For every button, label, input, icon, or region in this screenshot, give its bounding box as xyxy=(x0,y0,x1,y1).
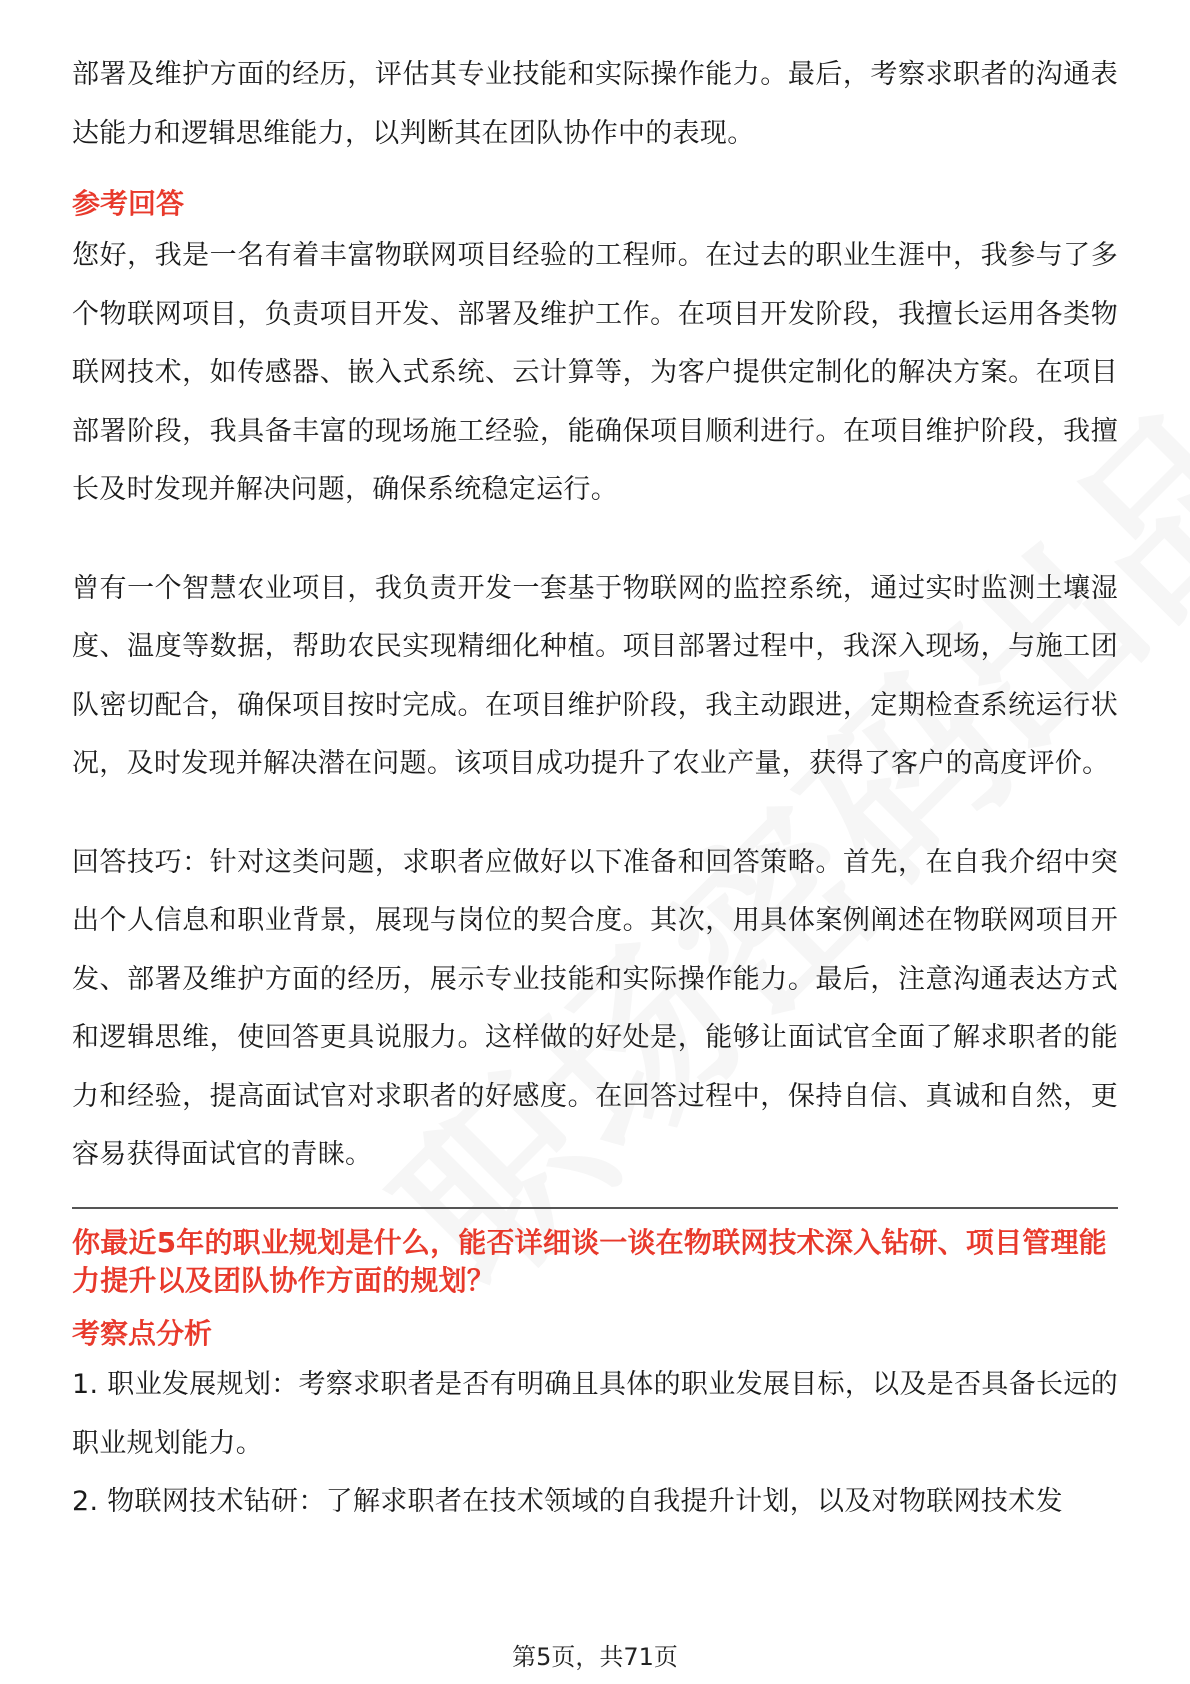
analysis-point-1: 1. 职业发展规划：考察求职者是否有明确且具体的职业发展目标，以及是否具备长远的职业规划能力。 xyxy=(72,1369,1118,1459)
section-divider xyxy=(72,1207,1118,1209)
question-title: 你最近5年的职业规划是什么，能否详细谈一谈在物联网技术深入钻研、项目管理能力提升以及团队协作方面的规划？ xyxy=(72,1226,1107,1297)
page-number: 第5页，共71页 xyxy=(512,1643,678,1671)
reference-answer-heading: 参考回答 xyxy=(72,187,185,220)
answer-paragraph-1: 您好，我是一名有着丰富物联网项目经验的工程师。在过去的职业生涯中，我参与了多个物联网项目，负责项目开发、部署及维护工作。在项目开发阶段，我擅长运用各类物联网技术，如传感器、嵌入式系统、云计算等，为客户提供定制化的解决方案。在项目部署阶段，我具备丰富的现场施工经验，能确保项目顺利进行。在项目维护阶段，我擅长及时发现并解决问题，确保系统稳定运行。 xyxy=(72,240,1118,505)
intro-paragraph: 部署及维护方面的经历，评估其专业技能和实际操作能力。最后，考察求职者的沟通表达能力和逻辑思维能力，以判断其在团队协作中的表现。 xyxy=(72,59,1118,149)
analysis-point-2: 2. 物联网技术钻研：了解求职者在技术领域的自我提升计划，以及对物联网技术发 xyxy=(72,1486,1063,1517)
document-page xyxy=(72,0,1118,1185)
analysis-heading: 考察点分析 xyxy=(72,1317,213,1350)
answer-paragraph-2: 曾有一个智慧农业项目，我负责开发一套基于物联网的监控系统，通过实时监测土壤湿度、温度等数据，帮助农民实现精细化种植。项目部署过程中，我深入现场，与施工团队密切配合，确保项目按时完成。在项目维护阶段，我主动跟进，定期检查系统运行状况，及时发现并解决潜在问题。该项目成功提升了农业产量，获得了客户的高度评价。 xyxy=(72,572,1118,779)
question-section xyxy=(72,1224,1118,1532)
tips-paragraph: 回答技巧：针对这类问题，求职者应做好以下准备和回答策略。首先，在自我介绍中突出个人信息和职业背景，展现与岗位的契合度。其次，用具体案例阐述在物联网项目开发、部署及维护方面的经历，展示专业技能和实际操作能力。最后，注意沟通表达方式和逻辑思维，使回答更具说服力。这样做的好处是，能够让面试官全面了解求职者的能力和经验，提高面试官对求职者的好感度。在回答过程中，保持自信、真诚和自然，更容易获得面试官的青睐。 xyxy=(72,846,1118,1170)
